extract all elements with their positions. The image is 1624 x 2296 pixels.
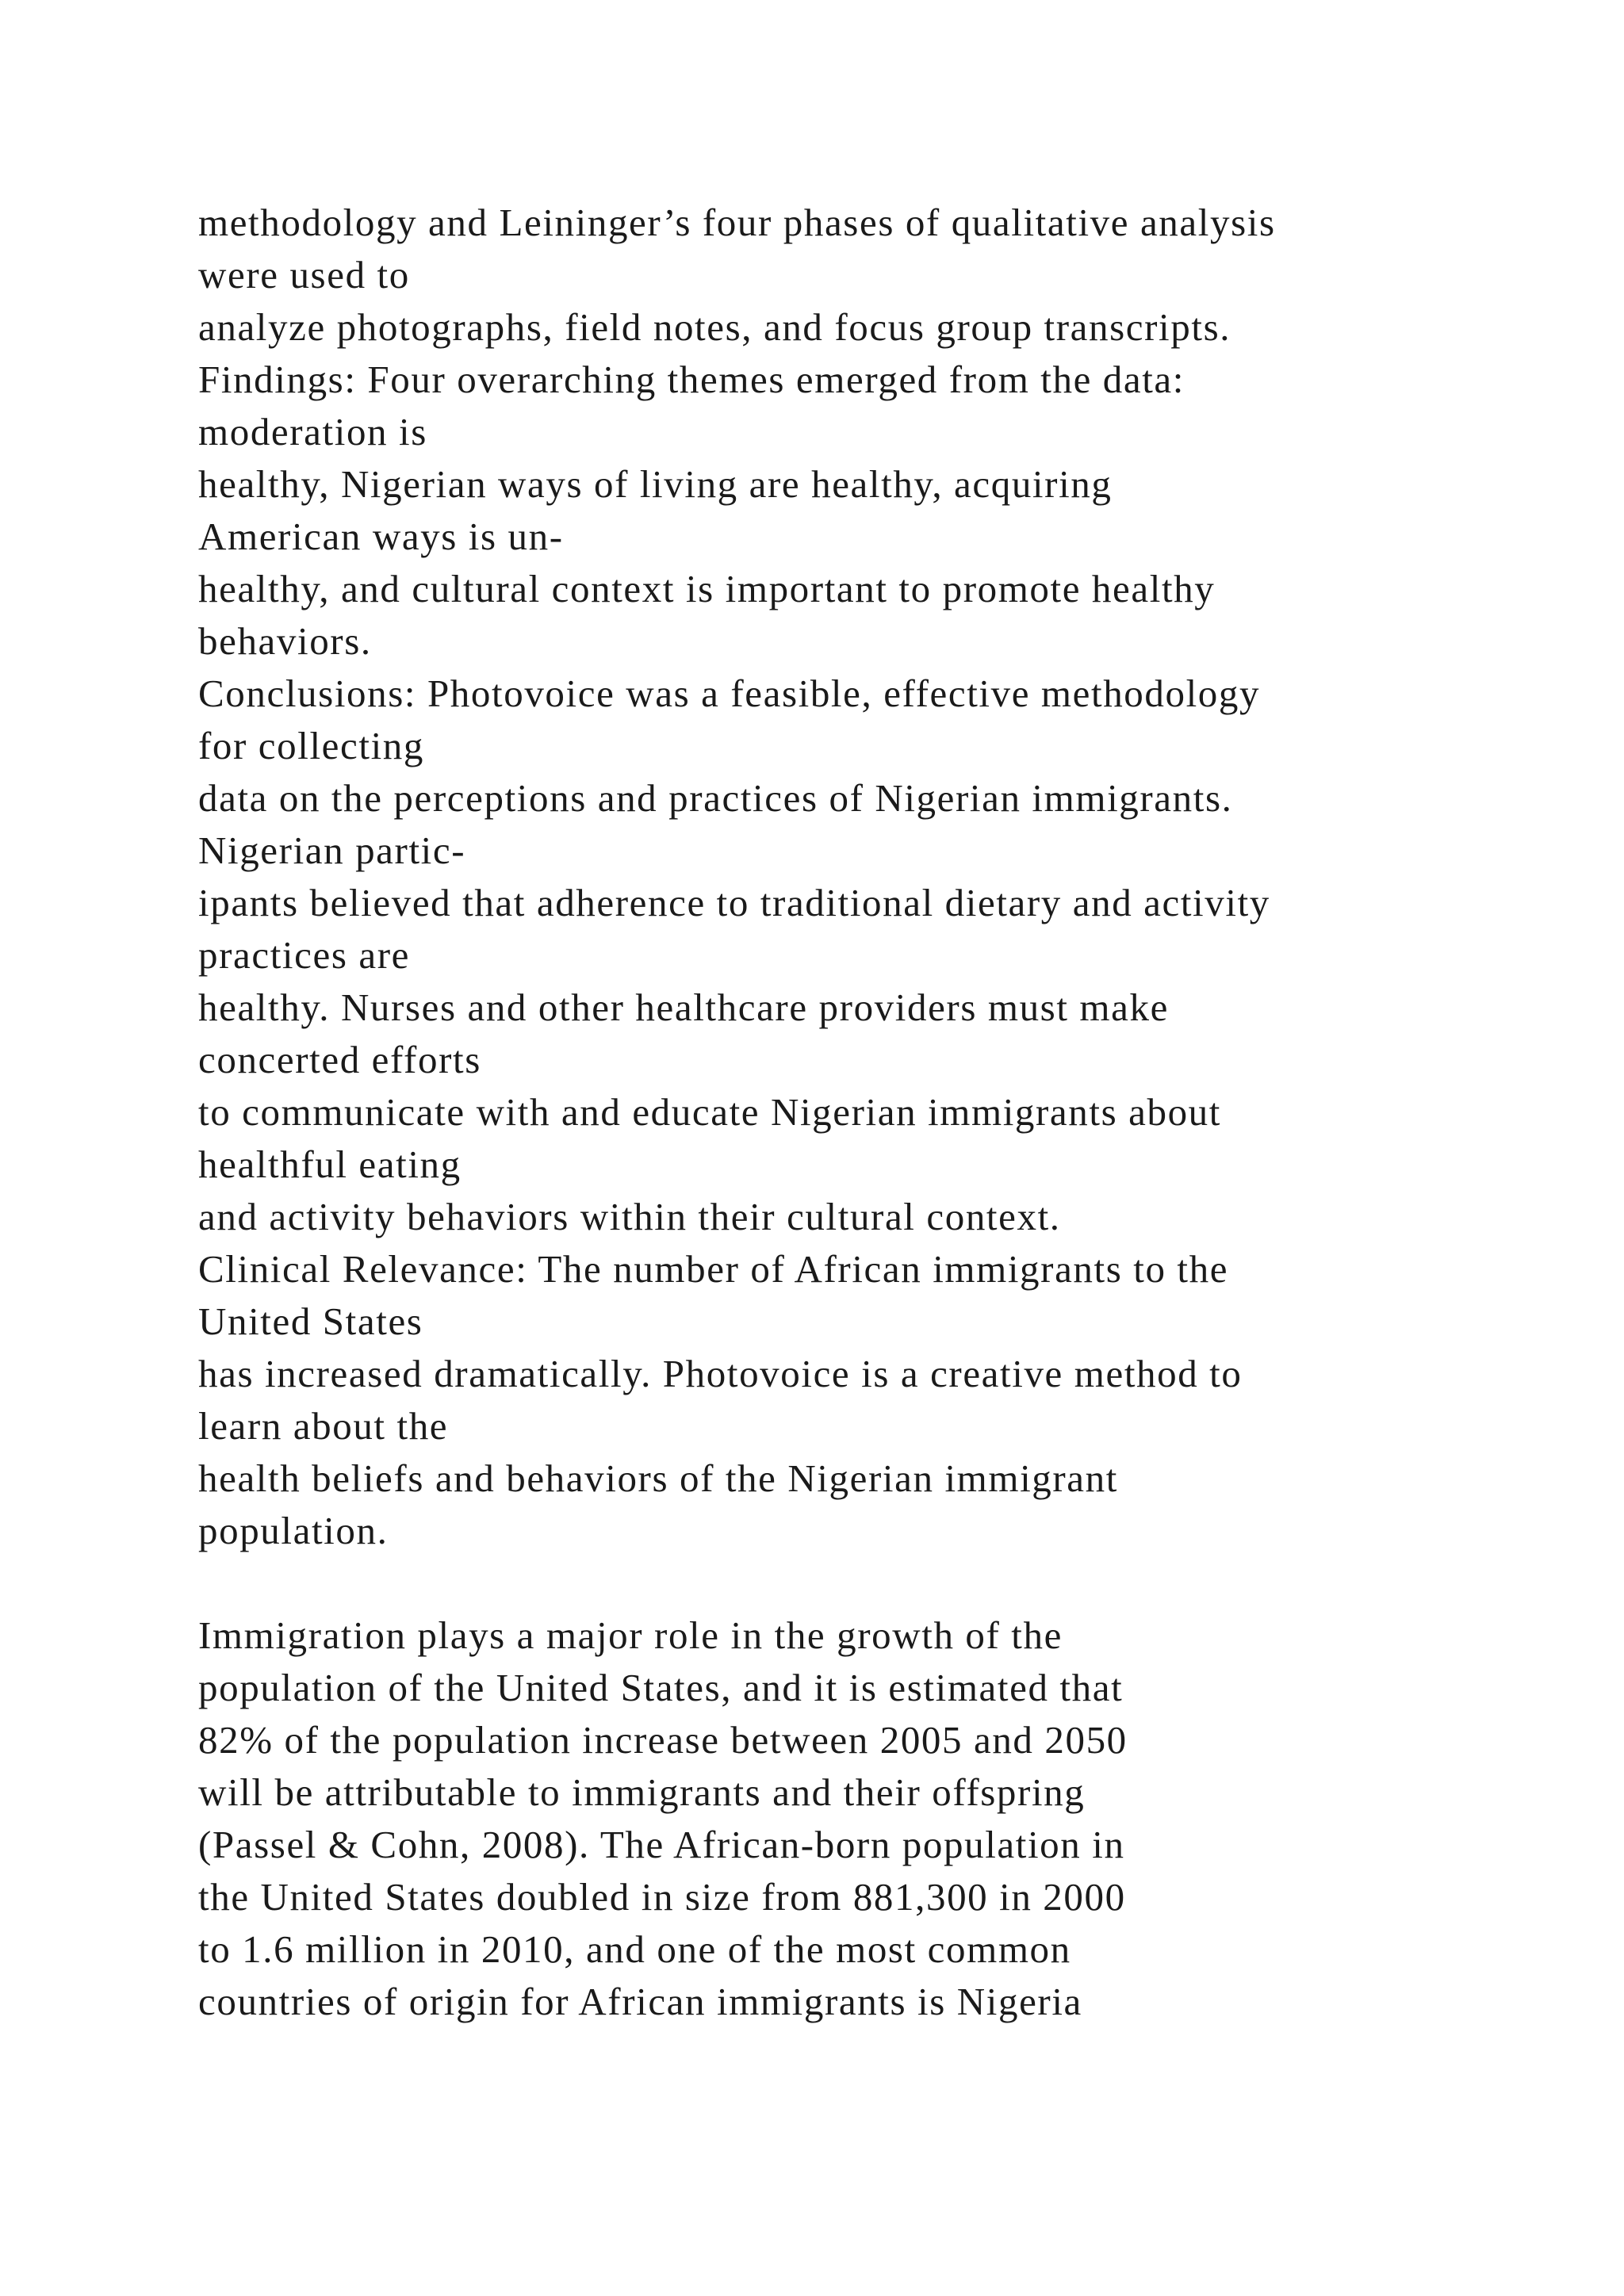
abstract-line: data on the perceptions and practices of Nigerian immigrants. — [198, 776, 1233, 820]
abstract-line: for collecting — [198, 724, 424, 767]
paragraph-spacer — [198, 1557, 1546, 1609]
abstract-line: concerted efforts — [198, 1038, 481, 1081]
abstract-line: United States — [198, 1299, 423, 1343]
abstract-line: healthy, and cultural context is important to promote healthy — [198, 567, 1216, 610]
abstract-line: Clinical Relevance: The number of African immigrants to the — [198, 1247, 1229, 1291]
body-line: will be attributable to immigrants and their offspring — [198, 1770, 1086, 1814]
abstract-line: to communicate with and educate Nigerian immigrants about — [198, 1090, 1221, 1134]
abstract-line: were used to — [198, 253, 410, 297]
abstract-line: Findings: Four overarching themes emerged from the data: — [198, 358, 1185, 401]
abstract-line: healthy. Nurses and other healthcare providers must make — [198, 985, 1169, 1029]
abstract-line: Conclusions: Photovoice was a feasible, effective methodology — [198, 672, 1261, 715]
abstract-line: and activity behaviors within their cultural context. — [198, 1195, 1061, 1238]
abstract-line: has increased dramatically. Photovoice is a creative method to — [198, 1352, 1243, 1395]
abstract-line: practices are — [198, 933, 410, 977]
body-line: (Passel & Cohn, 2008). The African-born population in — [198, 1823, 1125, 1866]
abstract-line: American ways is un- — [198, 515, 564, 558]
body-line: population of the United States, and it is estimated that — [198, 1666, 1124, 1709]
abstract-line: healthy, Nigerian ways of living are healthy, acquiring — [198, 462, 1113, 506]
abstract-line: behaviors. — [198, 619, 372, 663]
abstract-line: health beliefs and behaviors of the Nigerian immigrant — [198, 1456, 1118, 1500]
abstract-line: Nigerian partic- — [198, 828, 466, 872]
abstract-line: moderation is — [198, 410, 427, 453]
body-line: Immigration plays a major role in the growth of the — [198, 1613, 1063, 1657]
abstract-line: analyze photographs, field notes, and focus group transcripts. — [198, 305, 1231, 349]
document-text — [198, 197, 1546, 2028]
abstract-line: learn about the — [198, 1404, 449, 1448]
body-line: 82% of the population increase between 2005 and 2050 — [198, 1718, 1128, 1762]
body-line: countries of origin for African immigrants is Nigeria — [198, 1980, 1082, 2023]
abstract-line: healthful eating — [198, 1142, 462, 1186]
abstract-line: methodology and Leininger’s four phases of qualitative analysis — [198, 201, 1276, 244]
body-line: the United States doubled in size from 881,300 in 2000 — [198, 1875, 1126, 1919]
abstract-line: ipants believed that adherence to traditional dietary and activity — [198, 881, 1270, 924]
body-line: to 1.6 million in 2010, and one of the most common — [198, 1927, 1071, 1971]
abstract-line: population. — [198, 1509, 389, 1552]
